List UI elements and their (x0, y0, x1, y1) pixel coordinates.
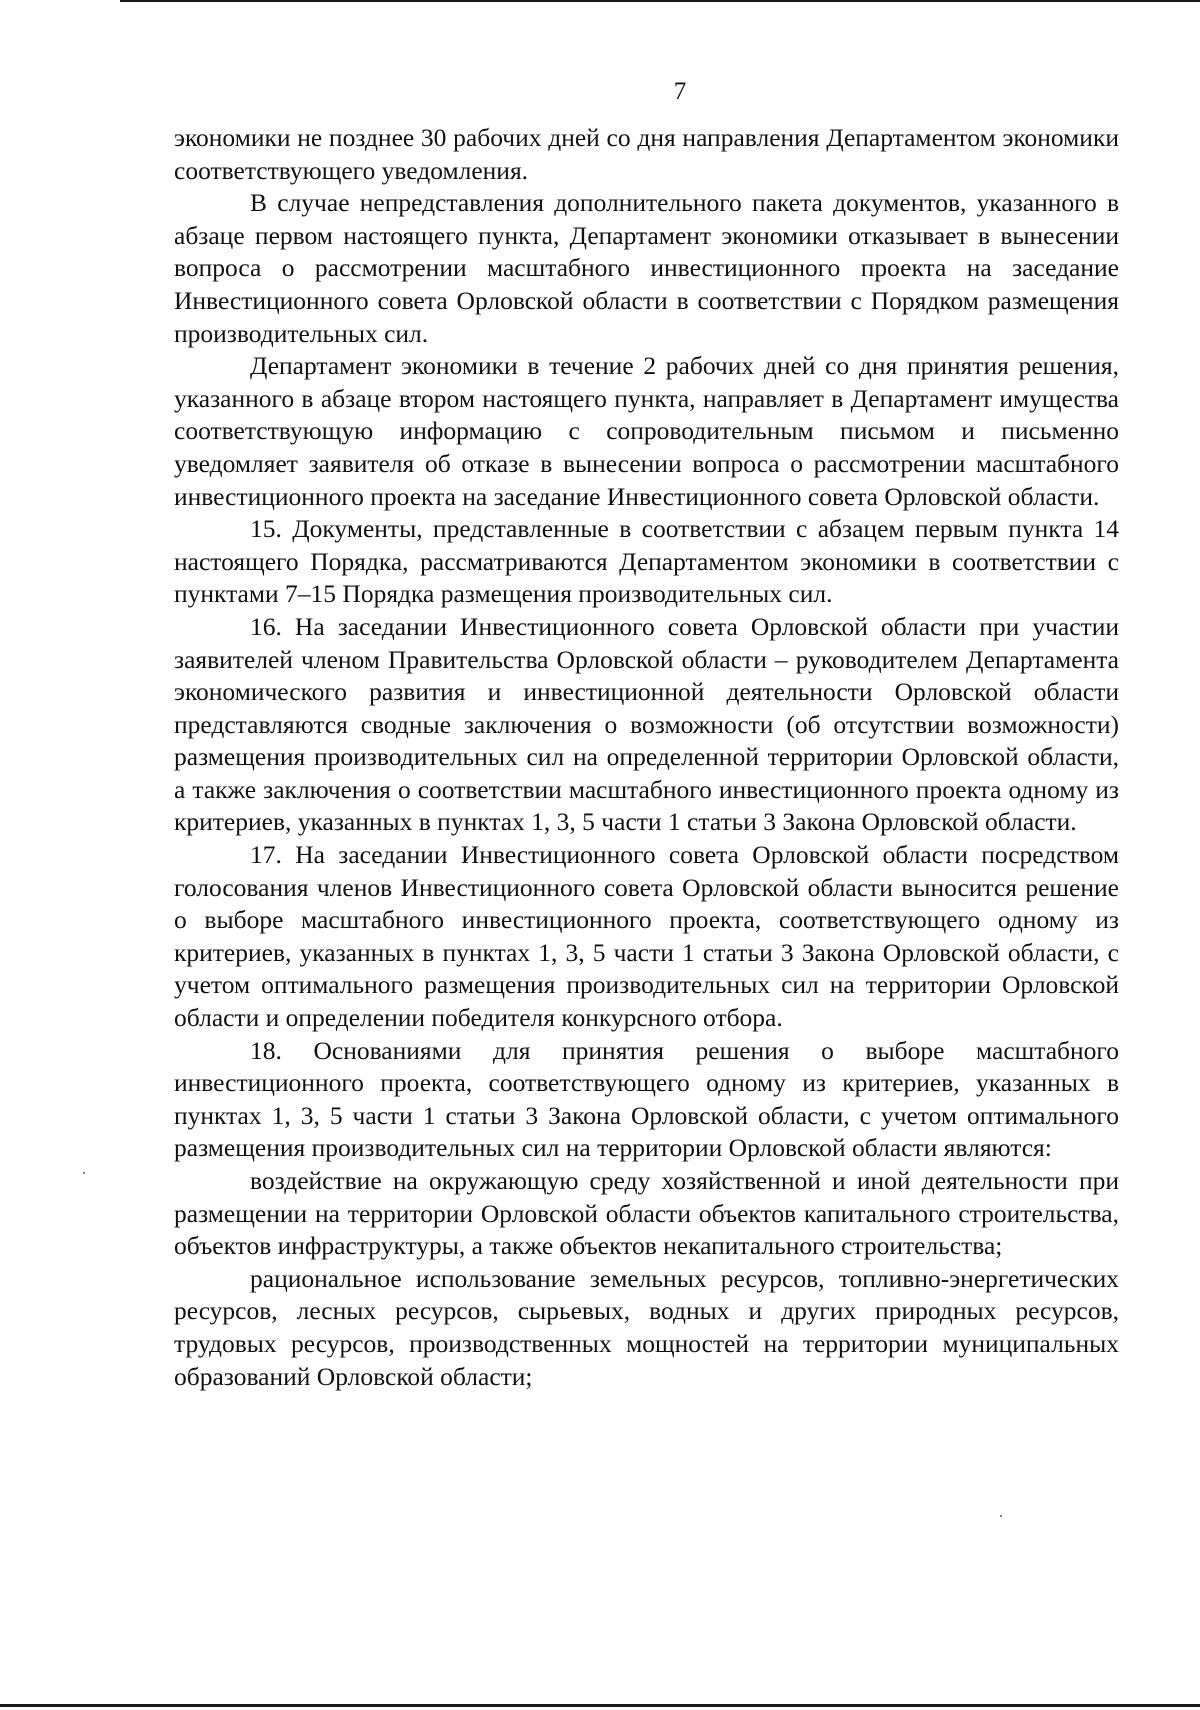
page-number: 7 (673, 78, 687, 105)
paragraph-item-15: 15. Документы, представленные в соответствии с абзацем первым пункта 14 настоящего Порядка, рассматриваются Департаментом экономики в соответствии с пунктами 7–15 Порядка размещения производительных сил. (174, 514, 1119, 609)
paragraph-item-18: 18. Основаниями для принятия решения о выборе масштабного инвестиционного проекта, соответствующего одному из критериев, указанных в пунктах 1, 3, 5 части 1 статьи 3 Закона Орловской области, с учетом оптимального размещения производительных сил на территории Орловской области являются: (174, 1035, 1119, 1163)
paragraph-refusal-case: В случае непредставления дополнительного пакета документов, указанного в абзаце первом настоящего пункта, Департамент экономики отказывает в вынесении вопроса о рассмотрении масштабного инвестиционного проекта на заседание Инвестиционного совета Орловской области в соответствии с Порядком размещения производительных сил. (174, 188, 1119, 348)
scan-top-edge (120, 0, 1200, 2)
document-body (174, 122, 1119, 1393)
paragraph-criterion-environment: воздействие на окружающую среду хозяйственной и иной деятельности при размещении на территории Орловской области объектов капитального строительства, объектов инфраструктуры, а также объектов некапитального строительства; (174, 1166, 1119, 1261)
scan-speck (83, 1172, 85, 1174)
paragraph-criterion-resources: рациональное использование земельных ресурсов, топливно-энергетических ресурсов, лесных ресурсов, сырьевых, водных и других природных ресурсов, трудовых ресурсов, производственных мощностей на территории муниципальных образований Орловской области; (174, 1263, 1119, 1391)
paragraph-notification: Департамент экономики в течение 2 рабочих дней со дня принятия решения, указанного в абзаце втором настоящего пункта, направляет в Департамент имущества соответствующую информацию с сопроводительным письмом и письменно уведомляет заявителя об отказе в вынесении вопроса о рассмотрении масштабного инвестиционного проекта на заседание Инвестиционного совета Орловской области. (174, 351, 1119, 511)
paragraph-continuation: экономики не позднее 30 рабочих дней со дня направления Департаментом экономики соответствующего уведомления. (174, 123, 1119, 185)
scan-speck (1000, 1515, 1002, 1517)
scan-bottom-edge (0, 1704, 1200, 1707)
paragraph-item-16: 16. На заседании Инвестиционного совета Орловской области при участии заявителей членом Правительства Орловской области – руководителем Департамента экономического развития и инвестиционной деятельности Орловской области представляются сводные заключения о возможности (об отсутствии возможности) размещения производительных сил на определенной территории Орловской области, а также заключения о соответствии масштабного инвестиционного проекта одному из критериев, указанных в пунктах 1, 3, 5 части 1 статьи 3 Закона Орловской области. (174, 611, 1119, 837)
paragraph-item-17: 17. На заседании Инвестиционного совета Орловской области посредством голосования членов Инвестиционного совета Орловской области выносится решение о выборе масштабного инвестиционного проекта, соответствующего одному из критериев, указанных в пунктах 1, 3, 5 части 1 статьи 3 Закона Орловской области, с учетом оптимального размещения производительных сил на территории Орловской области и определении победителя конкурсного отбора. (174, 840, 1119, 1033)
